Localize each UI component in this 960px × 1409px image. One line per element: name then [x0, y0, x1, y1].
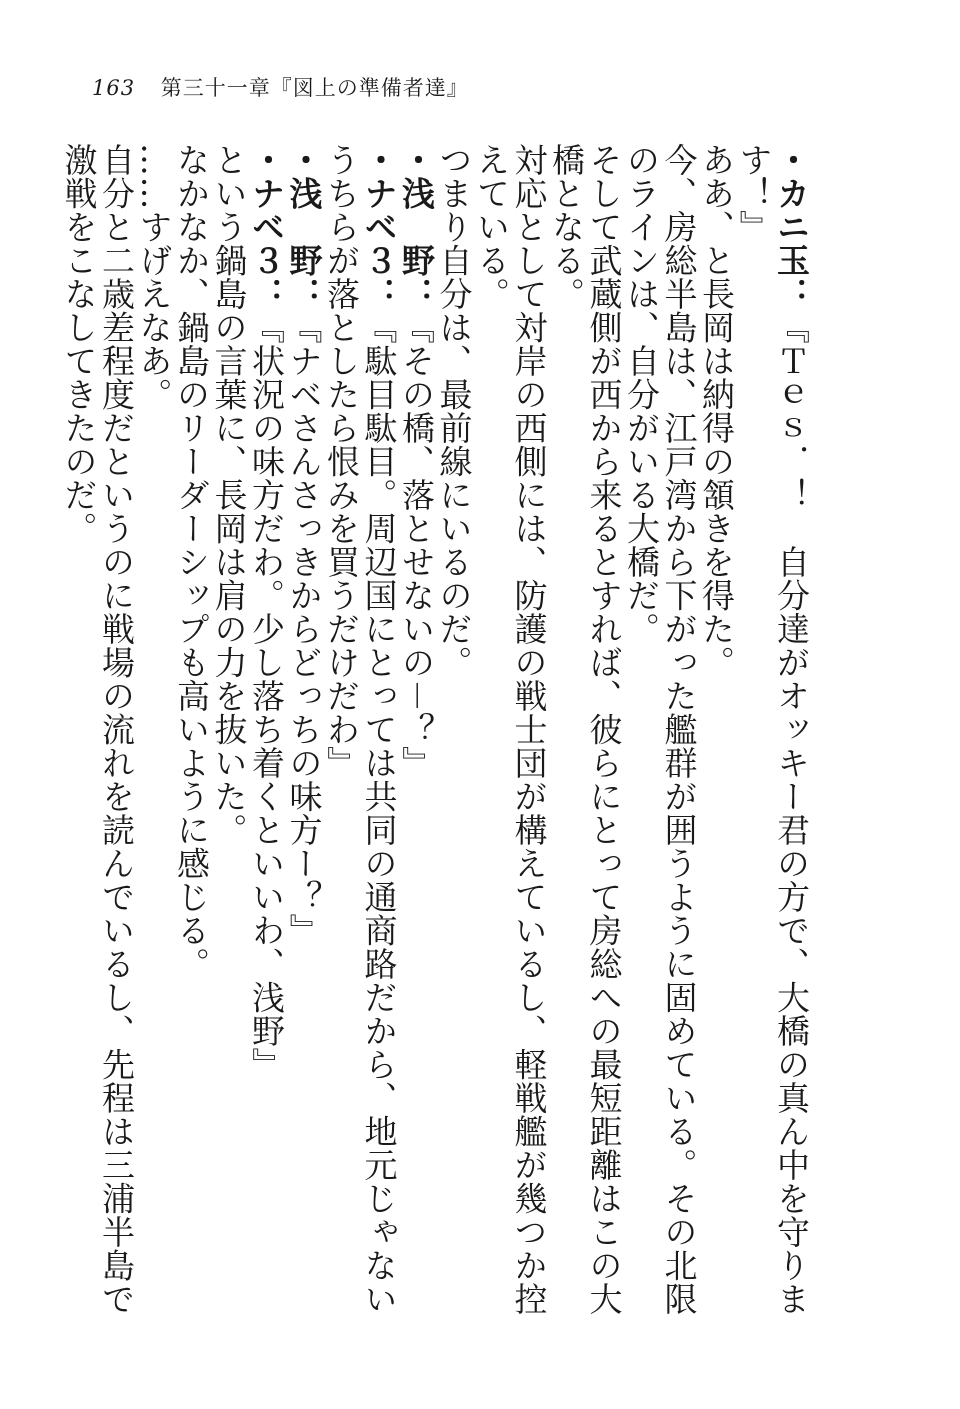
speaker-label: ・カニ玉： — [772, 143, 811, 311]
speaker-label: ・浅 野： — [284, 143, 324, 311]
running-header — [92, 72, 469, 102]
dialog-line — [248, 143, 286, 1333]
dialog-line — [323, 143, 398, 1333]
dialog-line — [398, 143, 436, 1333]
narration-line: つまり自分は、最前線にいるのだ。 — [434, 143, 474, 679]
page-number: 163 — [92, 76, 136, 100]
dialog-text: 『Ｔｅｓ．！ 自分達がオッキー君の方で、大橋の真ん中を守ります！』 — [734, 143, 811, 1316]
narration-line: なかなか、鍋島のリーダーシップも高いように感じる。 — [172, 143, 211, 981]
narration-line: ……すげえなあ。 — [134, 143, 174, 411]
speaker-label: ・ナベ３： — [247, 143, 286, 311]
narration-line: 今、房総半島は、江戸湾から下がった艦群が囲うように固めている。その北限のラインは、自分がいる大橋だ。 — [622, 143, 699, 1316]
dialog-text: 『駄目駄目。周辺国にとっては共同の通商路だから、地元じゃないうちらが落としたら恨みを買うだけだわ』 — [322, 143, 399, 1316]
narration-line: 対応として対岸の西側には、防護の戦士団が構えているし、軽戦艦が幾つか控えている。 — [472, 143, 549, 1316]
speaker-label: ・ナベ３： — [359, 143, 399, 311]
narration-line: という鍋島の言葉に、長岡は肩の力を抜いた。 — [209, 143, 249, 847]
narration-line: そして武蔵側が西から来るとすれば、彼らにとって房総への最短距離はこの大橋となる。 — [547, 143, 624, 1316]
narration-line: ああ、と長岡は納得の頷きを得た。 — [697, 143, 736, 679]
dialog-text: 『状況の味方だわ。少し落ち着くといいわ、浅野』 — [247, 310, 286, 1081]
body-text — [60, 143, 810, 1333]
narration-line: 自分と二歳差程度だというのに戦場の流れを読んでいるし、先程は三浦半島で激戦をこなしてきたのだ。 — [59, 143, 136, 1316]
dialog-text: 『ナベさんさっきからどっちの味方ー？』 — [284, 310, 324, 947]
speaker-label: ・浅 野： — [397, 143, 436, 311]
dialog-line — [285, 143, 323, 1333]
chapter-title: 第三十一章『図上の準備者達』 — [160, 76, 469, 100]
dialog-line — [735, 143, 810, 1333]
dialog-text: 『その橋、落とせないの－？』 — [397, 310, 436, 780]
